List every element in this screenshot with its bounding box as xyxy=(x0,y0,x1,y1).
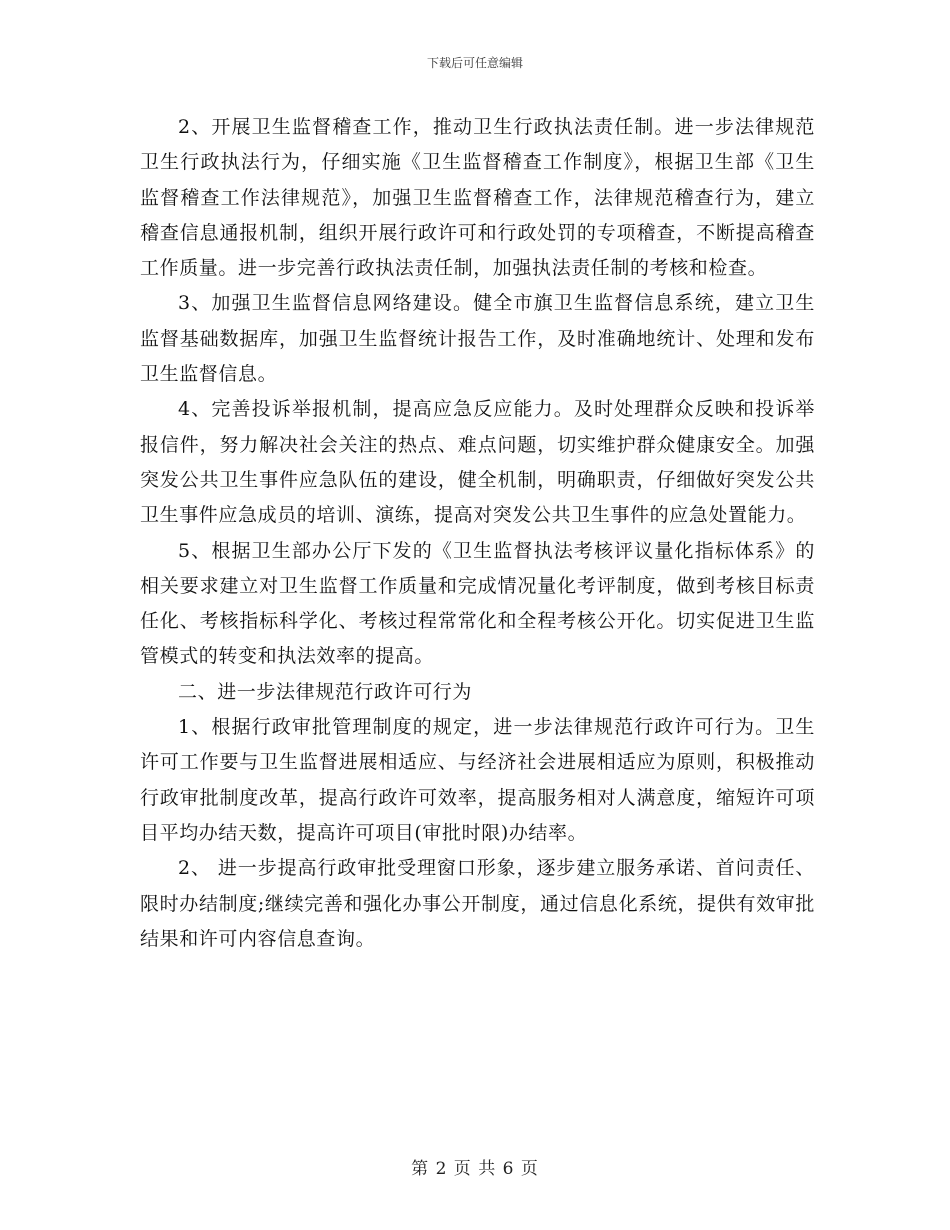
paragraph-item-5: 5、根据卫生部办公厅下发的《卫生监督执法考核评议量化指标体系》的相关要求建立对卫生监督工作质量和完成情况量化考评制度，做到考核目标责任化、考核指标科学化、考核过程常常化和全程考核公开化。切实促进卫生监管模式的转变和执法效率的提高。 xyxy=(140,539,815,668)
document-body xyxy=(140,110,815,957)
page-number: 第 2 页 共 6 页 xyxy=(411,1159,539,1179)
paragraph-section-item-1: 1、根据行政审批管理制度的规定，进一步法律规范行政许可行为。卫生许可工作要与卫生监督进展相适应、与经济社会进展相适应为原则，积极推动行政审批制度改革，提高行政许可效率，提高服务相对人满意度，缩短许可项目平均办结天数，提高许可项目(审批时限)办结率。 xyxy=(140,716,815,844)
paragraph-item-4: 4、完善投诉举报机制，提高应急反应能力。及时处理群众反映和投诉举报信件，努力解决社会关注的热点、难点问题，切实维护群众健康安全。加强突发公共卫生事件应急队伍的建设，健全机制，明确职责，仔细做好突发公共卫生事件应急成员的培训、演练，提高对突发公共卫生事件的应急处置能力。 xyxy=(140,398,815,527)
section-heading: 二、进一步法律规范行政许可行为 xyxy=(178,680,473,703)
paragraph-section-item-2: 2、 进一步提高行政审批受理窗口形象，逐步建立服务承诺、首问责任、限时办结制度;继续完善和强化办事公开制度，通过信息化系统，提供有效审批结果和许可内容信息查询。 xyxy=(140,857,815,950)
header-note: 下载后可任意编辑 xyxy=(426,56,523,70)
paragraph-item-3: 3、加强卫生监督信息网络建设。健全市旗卫生监督信息系统，建立卫生监督基础数据库，加强卫生监督统计报告工作，及时准确地统计、处理和发布卫生监督信息。 xyxy=(140,292,815,386)
paragraph-item-2: 2、开展卫生监督稽查工作，推动卫生行政执法责任制。进一步法律规范卫生行政执法行为，仔细实施《卫生监督稽查工作制度》，根据卫生部《卫生监督稽查工作法律规范》，加强卫生监督稽查工作，法律规范稽查行为，建立稽查信息通报机制，组织开展行政许可和行政处罚的专项稽查，不断提高稽查工作质量。进一步完善行政执法责任制，加强执法责任制的考核和检查。 xyxy=(140,116,815,280)
